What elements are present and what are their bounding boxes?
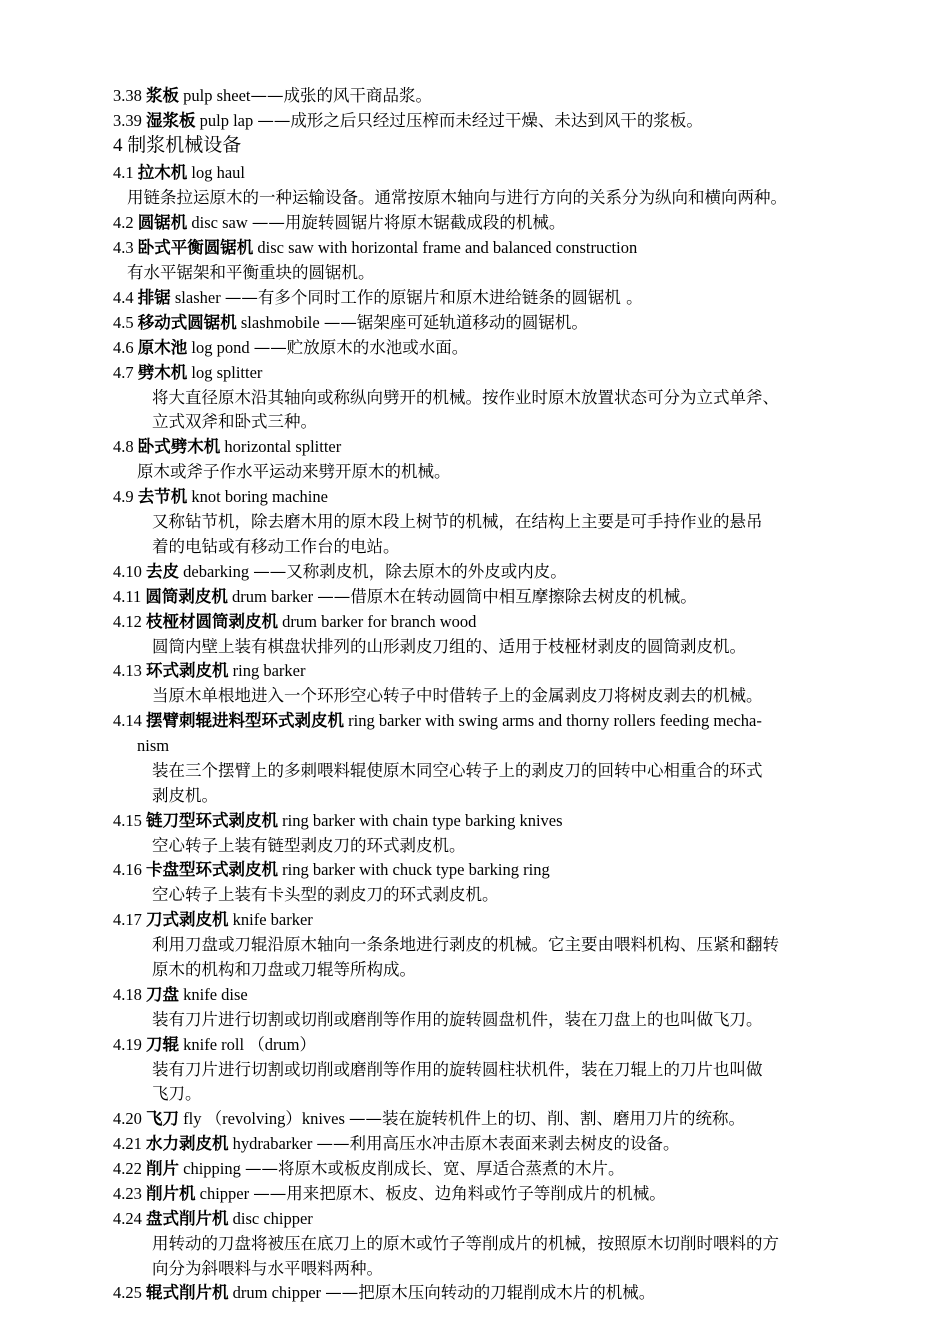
entry-4-2: 4.2 圆锯机 disc saw ——用旋转圆锯片将原木锯截成段的机械。: [113, 213, 566, 232]
entry-4-4: 4.4 排锯 slasher ——有多个同时工作的原锯片和原木进给链条的圆锯机 。: [113, 288, 643, 307]
entry-4-6: 4.6 原木池 log pond ——贮放原木的水池或水面。: [113, 338, 469, 357]
entry-4-8: 4.8 卧式劈木机 horizontal splitter: [113, 437, 342, 456]
entry-4-10: 4.10 去皮 debarking ——又称剥皮机，除去原木的外皮或内皮。: [113, 562, 567, 581]
entry-3-39: 3.39 湿浆板 pulp lap ——成形之后只经过压榨而未经过干燥、未达到风干的浆板。: [113, 111, 703, 130]
entry-4-7-definition-2: 立式双斧和卧式三种。: [152, 412, 317, 431]
entry-3-38: 3.38 浆板 pulp sheet——成张的风干商品浆。: [113, 86, 432, 105]
entry-4-19-definition-1: 装有刀片进行切割或切削或磨削等作用的旋转圆柱状机件，装在刀辊上的刀片也叫做: [152, 1060, 763, 1079]
entry-4-17-definition-2: 原木的机构和刀盘或刀辊等所构成。: [152, 960, 416, 979]
entry-4-19-definition-2: 飞刀。: [152, 1084, 202, 1103]
entry-4-13-definition: 当原木单根地进入一个环形空心转子中时借转子上的金属剥皮刀将树皮剥去的机械。: [152, 686, 763, 705]
entry-4-24-definition-1: 用转动的刀盘将被压在底刀上的原木或竹子等削成片的机械，按照原木切削时喂料的方: [152, 1234, 779, 1253]
entry-4-5: 4.5 移动式圆锯机 slashmobile ——锯架座可延轨道移动的圆锯机。: [113, 313, 588, 332]
entry-4-22: 4.22 削片 chipping ——将原木或板皮削成长、宽、厚适合蒸煮的木片。: [113, 1159, 625, 1178]
entry-4-18: 4.18 刀盘 knife dise: [113, 985, 248, 1004]
entry-4-24-definition-2: 向分为斜喂料与水平喂料两种。: [152, 1259, 383, 1278]
entry-4-20: 4.20 飞刀 fly （revolving）knives ——装在旋转机件上的切、削、割、磨用刀片的统称。: [113, 1109, 746, 1128]
entry-4-14-definition-1: 装在三个摆臂上的多刺喂料辊使原木同空心转子上的剥皮刀的回转中心相重合的环式: [152, 761, 763, 780]
entry-4-3-definition: 有水平锯架和平衡重块的圆锯机。: [127, 263, 375, 282]
entry-4-3: 4.3 卧式平衡圆锯机 disc saw with horizontal frame and balanced construction: [113, 238, 638, 257]
entry-4-17: 4.17 刀式剥皮机 knife barker: [113, 910, 313, 929]
entry-4-21: 4.21 水力剥皮机 hydrabarker ——利用高压水冲击原木表面来剥去树皮的设备。: [113, 1134, 680, 1153]
entry-4-19: 4.19 刀辊 knife roll （drum）: [113, 1035, 317, 1054]
entry-4-14: 4.14 摆臂刺辊进料型环式剥皮机 ring barker with swing arms and thorny rollers feeding mecha-: [113, 711, 762, 730]
entry-4-23: 4.23 削片机 chipper ——用来把原木、板皮、边角料或竹子等削成片的机械。: [113, 1184, 666, 1203]
entry-4-14-continuation: nism: [137, 736, 170, 755]
entry-4-7: 4.7 劈木机 log splitter: [113, 363, 263, 382]
entry-4-15: 4.15 链刀型环式剥皮机 ring barker with chain type barking knives: [113, 811, 563, 830]
entry-4-13: 4.13 环式剥皮机 ring barker: [113, 661, 306, 680]
entry-4-9: 4.9 去节机 knot boring machine: [113, 487, 328, 506]
entry-4-16-definition: 空心转子上装有卡头型的剥皮刀的环式剥皮机。: [152, 885, 499, 904]
entry-4-9-definition-1: 又称钻节机，除去磨木用的原木段上树节的机械，在结构上主要是可手持作业的悬吊: [152, 512, 763, 531]
entry-4-12: 4.12 枝桠材圆筒剥皮机 drum barker for branch wood: [113, 612, 477, 631]
entry-4-9-definition-2: 着的电钻或有移动工作台的电站。: [152, 537, 400, 556]
entry-4-25: 4.25 辊式削片机 drum chipper ——把原木压向转动的刀辊削成木片的机械。: [113, 1283, 656, 1302]
entry-4-1: 4.1 拉木机 log haul: [113, 163, 245, 182]
entry-4-7-definition-1: 将大直径原木沿其轴向或称纵向劈开的机械。按作业时原木放置状态可分为立式单斧、: [152, 388, 779, 407]
entry-4-11: 4.11 圆筒剥皮机 drum barker ——借原木在转动圆筒中相互摩擦除去树皮的机械。: [113, 587, 697, 606]
entry-4-8-definition: 原木或斧子作水平运动来劈开原木的机械。: [137, 462, 451, 481]
section-heading-4: 4 制浆机械设备: [113, 134, 242, 156]
entry-4-16: 4.16 卡盘型环式剥皮机 ring barker with chuck type barking ring: [113, 860, 550, 879]
entry-4-14-definition-2: 剥皮机。: [152, 786, 218, 805]
entry-4-18-definition: 装有刀片进行切割或切削或磨削等作用的旋转圆盘机件，装在刀盘上的也叫做飞刀。: [152, 1010, 763, 1029]
entry-4-12-definition: 圆筒内壁上装有棋盘状排列的山形剥皮刀组的、适用于枝桠材剥皮的圆筒剥皮机。: [152, 637, 746, 656]
entry-4-1-definition: 用链条拉运原木的一种运输设备。通常按原木轴向与进行方向的关系分为纵向和横向两种。: [127, 188, 787, 207]
entry-4-17-definition-1: 利用刀盘或刀辊沿原木轴向一条条地进行剥皮的机械。它主要由喂料机构、压紧和翻转: [152, 935, 779, 954]
entry-4-15-definition: 空心转子上装有链型剥皮刀的环式剥皮机。: [152, 836, 466, 855]
entry-4-24: 4.24 盘式削片机 disc chipper: [113, 1209, 313, 1228]
